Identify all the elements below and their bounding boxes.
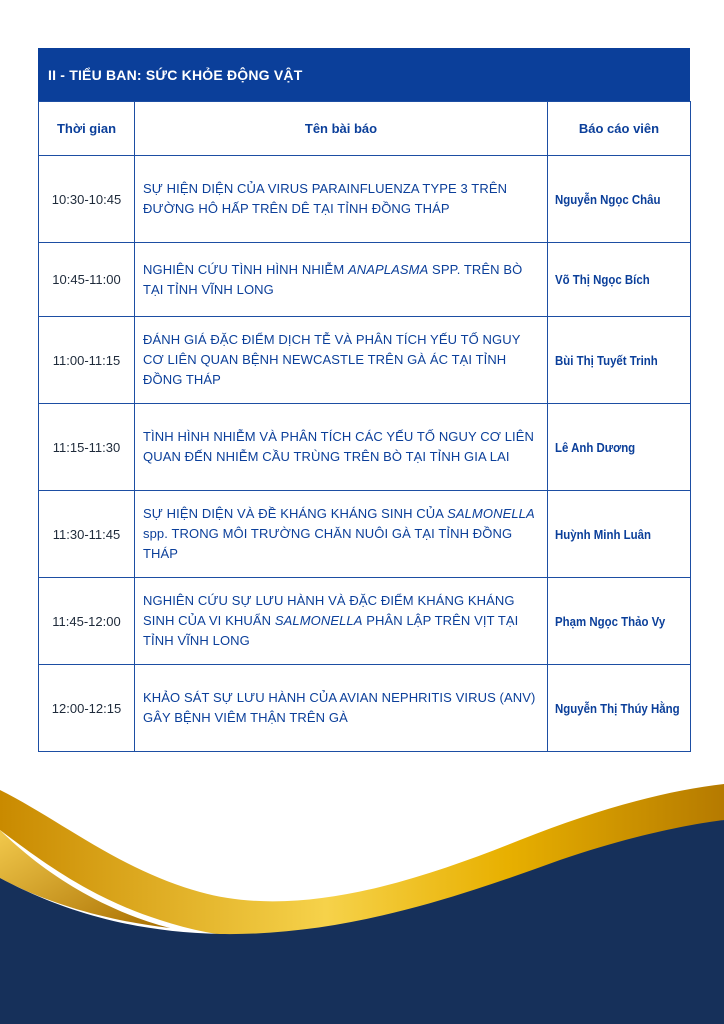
speaker-name: Nguyễn Ngọc Châu	[555, 191, 661, 207]
paper-title-part: SỰ HIỆN DIỆN VÀ ĐỀ KHÁNG KHÁNG SINH CỦA	[143, 506, 448, 521]
paper-title-italic-part: ANAPLASMA	[347, 261, 429, 277]
paper-title-part: NGHIÊN CỨU SỰ LƯU HÀNH VÀ ĐẶC ĐIỂM KHÁNG KHÁNG SINH CỦA VI KHUẨN	[143, 593, 515, 628]
paper-title-part: NGHIÊN CỨU TÌNH HÌNH NHIỄM	[143, 261, 348, 277]
paper-title	[135, 404, 548, 491]
speaker-cell	[548, 243, 691, 317]
paper-title-part: SỰ HIỆN DIỆN CỦA VIRUS PARAINFLUENZA TYPE 3 TRÊN ĐƯỜNG HÔ HẤP TRÊN DÊ TẠI TỈNH ĐỒNG THÁP	[143, 181, 508, 216]
speaker-cell	[548, 317, 691, 404]
paper-title	[135, 156, 548, 243]
table-row	[39, 317, 691, 404]
schedule-rows	[39, 156, 691, 752]
speaker-cell	[548, 404, 691, 491]
session-time: 12:00-12:15	[39, 665, 135, 752]
header-title: Tên bài báo	[135, 102, 548, 156]
speaker-name: Lê Anh Dương	[555, 439, 636, 455]
paper-title	[135, 491, 548, 578]
session-time: 11:00-11:15	[39, 317, 135, 404]
schedule-sheet	[38, 48, 690, 752]
speaker-cell	[548, 156, 691, 243]
table-row	[39, 243, 691, 317]
paper-title-part: ĐÁNH GIÁ ĐẶC ĐIỂM DỊCH TỄ VÀ PHÂN TÍCH YẾU TỐ NGUY CƠ LIÊN QUAN BỆNH NEWCASTLE TRÊN GÀ ÁC TẠI TỈNH ĐỒNG THÁP	[143, 332, 521, 387]
section-title: II - TIỂU BAN: SỨC KHỎE ĐỘNG VẬT	[38, 48, 690, 101]
session-time: 10:45-11:00	[39, 243, 135, 317]
speaker-name: Huỳnh Minh Luân	[555, 526, 651, 542]
session-time: 11:45-12:00	[39, 578, 135, 665]
paper-title-part: spp. TRONG MÔI TRƯỜNG CHĂN NUÔI GÀ TẠI TỈNH ĐỒNG THÁP	[143, 526, 513, 561]
paper-title	[135, 578, 548, 665]
header-time: Thời gian	[39, 102, 135, 156]
speaker-name: Võ Thị Ngọc Bích	[555, 272, 650, 287]
paper-title-part: TÌNH HÌNH NHIỄM VÀ PHÂN TÍCH CÁC YẾU TỐ NGUY CƠ LIÊN QUAN ĐẾN NHIỄM CẦU TRÙNG TRÊN BÒ TẠI TỈNH GIA LAI	[143, 429, 534, 464]
session-time: 11:30-11:45	[39, 491, 135, 578]
footer-wave-art	[0, 760, 724, 1024]
session-time: 10:30-10:45	[39, 156, 135, 243]
schedule-table	[38, 101, 691, 752]
table-row	[39, 491, 691, 578]
paper-title	[135, 243, 548, 317]
navy-wave	[0, 820, 724, 1024]
paper-title	[135, 317, 548, 404]
table-row	[39, 578, 691, 665]
speaker-cell	[548, 578, 691, 665]
session-time: 11:15-11:30	[39, 404, 135, 491]
header-speaker: Báo cáo viên	[548, 102, 691, 156]
table-row	[39, 665, 691, 752]
paper-title-part: KHẢO SÁT SỰ LƯU HÀNH CỦA AVIAN NEPHRITIS VIRUS (ANV) GÂY BỆNH VIÊM THẬN TRÊN GÀ	[143, 690, 536, 725]
header-row	[39, 102, 691, 156]
table-row	[39, 156, 691, 243]
paper-title	[135, 665, 548, 752]
paper-title-italic-part: SALMONELLA	[274, 613, 363, 628]
table-row	[39, 404, 691, 491]
speaker-name: Nguyễn Thị Thúy Hằng	[555, 700, 680, 716]
speaker-cell	[548, 491, 691, 578]
speaker-name: Bùi Thị Tuyết Trinh	[555, 352, 658, 368]
paper-title-part: SPP. TRÊN BÒ TẠI TỈNH VĨNH LONG	[143, 261, 523, 297]
speaker-name: Phạm Ngọc Thảo Vy	[555, 613, 666, 629]
paper-title-part: PHÂN LẬP TRÊN VỊT TẠI TỈNH VĨNH LONG	[143, 613, 519, 648]
speaker-cell	[548, 665, 691, 752]
paper-title-italic-part: SALMONELLA	[447, 506, 535, 521]
